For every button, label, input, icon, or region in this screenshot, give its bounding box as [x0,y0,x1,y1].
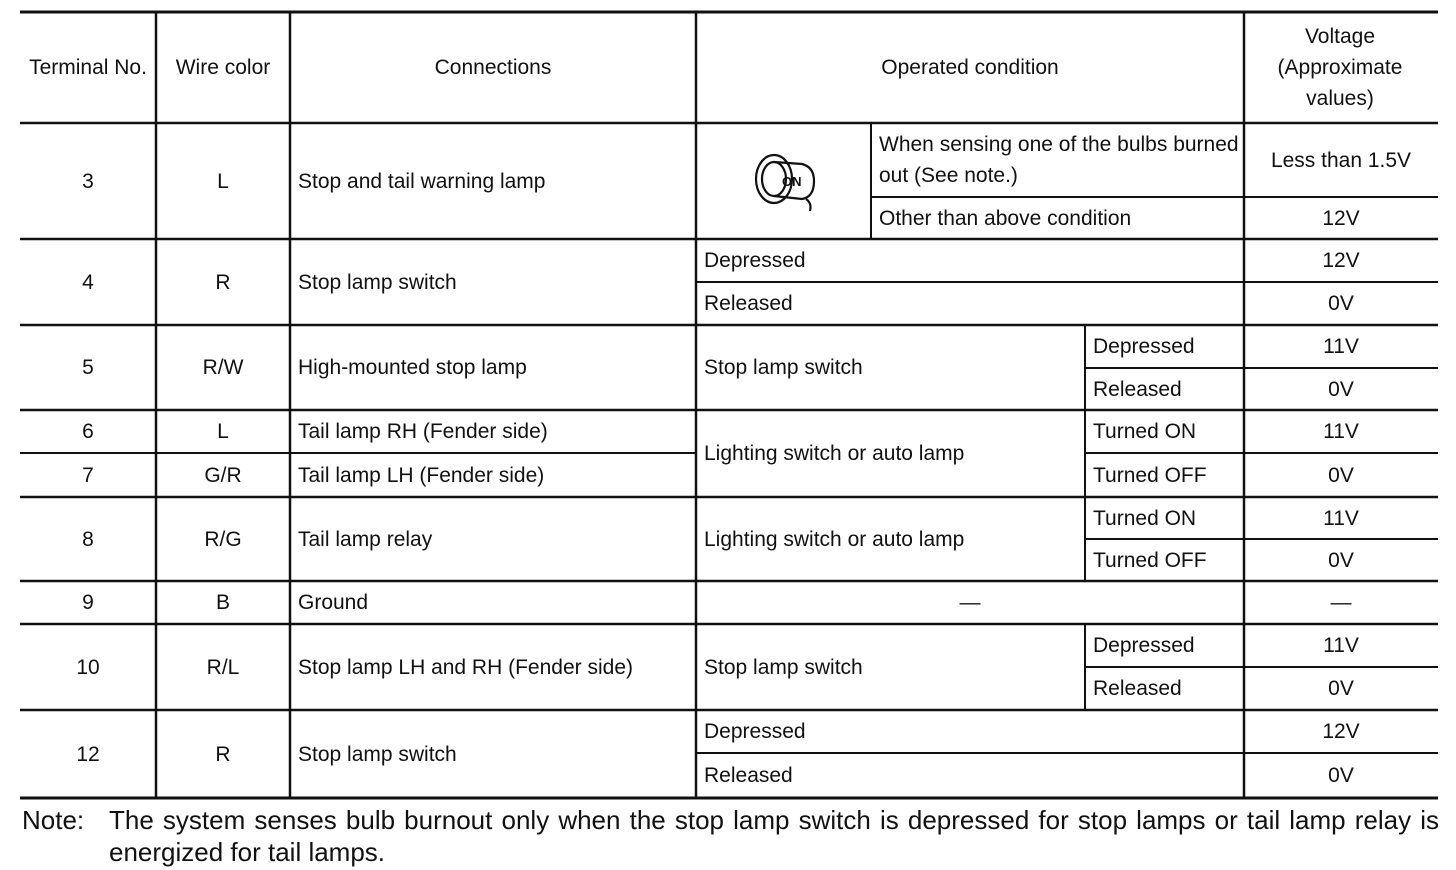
voltage-12-released: 0V [1328,764,1354,787]
voltage-8-on: 11V [1323,506,1359,530]
condition-3-other: Other than above condition [879,206,1132,230]
footnote-label: Note: [22,805,85,835]
condition-4-released: Released [704,292,793,315]
voltage-4-released: 0V [1328,292,1354,315]
wire-color-5: R/W [202,356,244,379]
connection-3: Stop and tail warning lamp [298,169,546,193]
wire-color-4: R [215,270,231,294]
header-voltage: Voltage (Approximate values) [1277,25,1403,110]
wire-color-12: R [215,742,231,766]
header-operated-condition: Operated condition [881,56,1059,79]
connection-4: Stop lamp switch [298,270,457,294]
voltage-3-other: 12V [1322,206,1360,230]
terminal-9: 9 [82,591,94,614]
terminal-8: 8 [82,527,94,551]
condition-8-on: Turned ON [1093,506,1197,530]
voltage-10-released: 0V [1328,677,1354,700]
wire-color-7: G/R [204,463,242,487]
voltage-5-depressed: 11V [1323,335,1359,358]
voltage-8-off: 0V [1328,548,1354,572]
wire-color-3: L [217,169,229,193]
condition-6-7-on: Turned ON [1093,420,1197,443]
connection-5: High-mounted stop lamp [298,356,527,379]
condition-6-7-off: Turned OFF [1093,463,1207,487]
voltage-6-7-off: 0V [1328,463,1354,487]
header-terminal-no: Terminal No. [29,56,147,79]
switch-10: Stop lamp switch [704,655,863,679]
connection-8: Tail lamp relay [298,527,433,551]
terminal-4: 4 [82,270,94,294]
connection-12: Stop lamp switch [298,742,457,766]
connection-9: Ground [298,591,369,614]
terminal-7: 7 [82,463,94,487]
terminal-6: 6 [82,420,94,443]
voltage-5-released: 0V [1328,377,1354,401]
wire-color-6: L [217,420,229,443]
header-connections: Connections [434,56,552,79]
condition-12-released: Released [704,764,793,787]
voltage-10-depressed: 11V [1323,634,1359,657]
condition-10-depressed: Depressed [1093,634,1195,657]
header-wire-color: Wire color [175,56,271,79]
voltage-4-depressed: 12V [1322,249,1360,272]
connection-10: Stop lamp LH and RH (Fender side) [298,655,633,679]
ignition-key-on-icon [696,123,871,239]
connection-6: Tail lamp RH (Fender side) [298,420,548,443]
condition-8-off: Turned OFF [1093,548,1207,572]
switch-8: Lighting switch or auto lamp [704,527,965,551]
wire-color-10: R/L [206,655,240,679]
connection-7: Tail lamp LH (Fender side) [298,463,545,487]
terminal-5: 5 [82,356,94,379]
voltage-12-depressed: 12V [1322,720,1360,743]
terminal-10: 10 [76,655,100,679]
condition-10-released: Released [1093,677,1182,700]
svg-text:ON: ON [781,174,801,189]
voltage-6-7-on: 11V [1323,420,1359,443]
condition-3-burned-out: When sensing one of the bulbs burned out (See note.) [879,133,1239,187]
condition-4-depressed: Depressed [704,249,806,272]
switch-6-7: Lighting switch or auto lamp [704,442,965,465]
voltage-9: — [1330,591,1352,614]
condition-12-depressed: Depressed [704,720,806,743]
voltage-3-burned-out: Less than 1.5V [1270,148,1412,172]
condition-5-released: Released [1093,377,1182,401]
switch-5: Stop lamp switch [704,356,863,379]
terminal-3: 3 [82,169,94,193]
condition-5-depressed: Depressed [1093,335,1195,358]
wire-color-8: R/G [204,527,242,551]
wire-color-9: B [215,591,230,614]
footnote-text: The system senses bulb burnout only when the stop lamp switch is depressed for stop lamps or tail lamp relay is energized for tail lamps. [109,805,1439,867]
terminal-12: 12 [76,742,100,766]
condition-9: — [959,591,981,614]
